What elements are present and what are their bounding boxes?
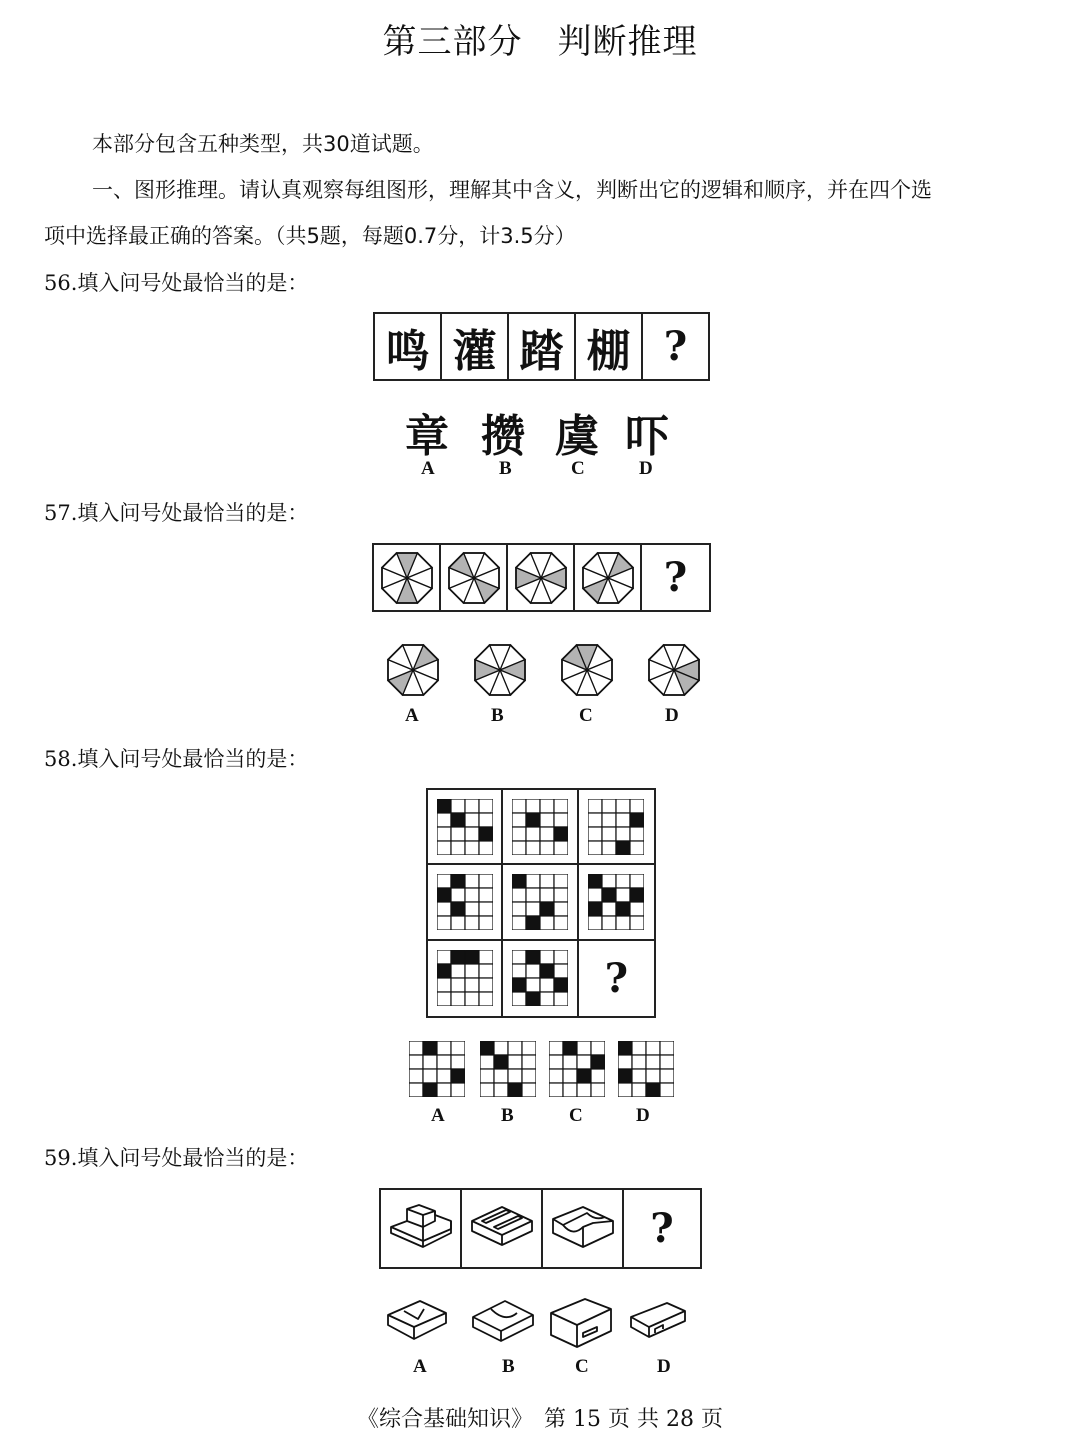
grid-square	[602, 841, 616, 855]
grid-square	[451, 827, 465, 841]
q58-option-c-grid	[549, 1041, 605, 1097]
grid-square	[554, 799, 568, 813]
grid-square	[451, 888, 465, 902]
grid-square	[437, 992, 451, 1006]
grid-square	[540, 950, 554, 964]
q57-option-d-octagon	[645, 641, 703, 699]
grid-square	[479, 813, 493, 827]
q58-option-c-label: C	[569, 1105, 583, 1126]
grid-square	[465, 813, 479, 827]
grid-square	[646, 1055, 660, 1069]
q59-prompt: 59.填入问号处最恰当的是：	[44, 1146, 309, 1170]
grid-square	[588, 902, 602, 916]
grid-square	[526, 916, 540, 930]
grid-square	[660, 1041, 674, 1055]
grid-square	[437, 950, 451, 964]
grid-square	[423, 1083, 437, 1097]
q57-seq-octagon	[512, 549, 570, 607]
grid-square	[465, 827, 479, 841]
grid-square	[540, 888, 554, 902]
grid-square	[512, 902, 526, 916]
grid-square	[465, 902, 479, 916]
grid-square	[660, 1055, 674, 1069]
grid-square	[632, 1041, 646, 1055]
grid-square	[616, 799, 630, 813]
grid-square	[591, 1083, 605, 1097]
grid-square	[526, 902, 540, 916]
grid-square	[508, 1083, 522, 1097]
q56-seq-char: 踏	[519, 325, 564, 377]
grid-square	[554, 841, 568, 855]
grid-square	[602, 888, 616, 902]
page-title: 第三部分 判断推理	[382, 22, 698, 62]
q57-seq-cell-question	[642, 545, 709, 610]
q56-seq-char: 灌	[452, 325, 497, 377]
q57-option-b-octagon	[471, 641, 529, 699]
q56-option-b-char: 攒	[481, 411, 525, 462]
grid-square	[437, 1083, 451, 1097]
q57-option-a-label: A	[405, 705, 419, 726]
grid-square	[465, 978, 479, 992]
grid-square	[480, 1055, 494, 1069]
grid-square	[630, 888, 644, 902]
grid-square	[479, 841, 493, 855]
grid-square	[602, 874, 616, 888]
grid-square	[437, 799, 451, 813]
grid-square	[512, 874, 526, 888]
grid-square	[512, 813, 526, 827]
q56-seq-cell	[375, 314, 442, 379]
grid-square	[646, 1069, 660, 1083]
grid-square	[646, 1041, 660, 1055]
q57-seq-cell	[441, 545, 508, 610]
grid-square	[451, 813, 465, 827]
grid-square	[526, 964, 540, 978]
grid-square	[494, 1069, 508, 1083]
grid-square	[409, 1041, 423, 1055]
grid-square	[616, 874, 630, 888]
grid-square	[591, 1041, 605, 1055]
grid-square	[577, 1069, 591, 1083]
grid-square	[554, 964, 568, 978]
q58-matrix-grid	[512, 950, 568, 1006]
grid-square	[616, 902, 630, 916]
grid-square	[540, 841, 554, 855]
grid-square	[554, 978, 568, 992]
grid-square	[630, 874, 644, 888]
grid-square	[540, 874, 554, 888]
grid-square	[451, 874, 465, 888]
grid-square	[437, 827, 451, 841]
grid-square	[602, 916, 616, 930]
grid-square	[451, 950, 465, 964]
grid-square	[526, 874, 540, 888]
grid-square	[554, 888, 568, 902]
q58-matrix-cell	[503, 865, 578, 940]
grid-square	[602, 902, 616, 916]
grid-square	[540, 992, 554, 1006]
q56-seq-char: 鸣	[385, 325, 430, 377]
grid-square	[526, 827, 540, 841]
q59-sequence	[379, 1188, 702, 1269]
q59-option-d-block	[627, 1299, 689, 1349]
grid-square	[577, 1083, 591, 1097]
q56-seq-cell-question	[643, 314, 708, 379]
grid-square	[409, 1083, 423, 1097]
q56-option-d-label: D	[639, 458, 653, 479]
q57-option-a-octagon	[384, 641, 442, 699]
q59-option-a-label: A	[413, 1356, 427, 1377]
grid-square	[526, 813, 540, 827]
grid-square	[588, 874, 602, 888]
grid-square	[588, 916, 602, 930]
grid-square	[437, 1055, 451, 1069]
q58-matrix-grid	[512, 874, 568, 930]
grid-square	[540, 813, 554, 827]
grid-square	[494, 1083, 508, 1097]
grid-square	[588, 813, 602, 827]
q57-option-d-label: D	[665, 705, 679, 726]
q58-matrix-cell	[579, 790, 654, 865]
grid-square	[554, 992, 568, 1006]
q56-question-mark: ?	[663, 323, 688, 370]
grid-square	[479, 964, 493, 978]
grid-square	[646, 1083, 660, 1097]
grid-square	[479, 827, 493, 841]
grid-square	[554, 950, 568, 964]
q58-matrix-grid	[588, 874, 644, 930]
grid-square	[423, 1055, 437, 1069]
q58-matrix-grid	[512, 799, 568, 855]
grid-square	[602, 827, 616, 841]
grid-square	[554, 902, 568, 916]
grid-square	[591, 1069, 605, 1083]
grid-square	[549, 1055, 563, 1069]
grid-square	[512, 888, 526, 902]
grid-square	[616, 827, 630, 841]
q56-option-d-char: 吓	[625, 411, 669, 462]
grid-square	[526, 992, 540, 1006]
grid-square	[512, 827, 526, 841]
q56-seq-cell	[442, 314, 509, 379]
q56-option-c-label: C	[571, 458, 585, 479]
grid-square	[465, 874, 479, 888]
grid-square	[630, 902, 644, 916]
grid-square	[602, 813, 616, 827]
grid-square	[522, 1083, 536, 1097]
grid-square	[630, 813, 644, 827]
grid-square	[451, 841, 465, 855]
grid-square	[479, 916, 493, 930]
grid-square	[577, 1041, 591, 1055]
grid-square	[577, 1055, 591, 1069]
q56-seq-cell	[576, 314, 643, 379]
q57-sequence	[372, 543, 711, 612]
q58-matrix-grid	[437, 799, 493, 855]
q59-question-mark: ?	[650, 1205, 674, 1252]
q56-sequence	[373, 312, 710, 381]
grid-square	[526, 799, 540, 813]
q57-question-mark: ?	[663, 554, 688, 601]
q58-option-b-label: B	[501, 1105, 514, 1126]
grid-square	[423, 1041, 437, 1055]
q59-seq-cell-question	[624, 1190, 700, 1267]
grid-square	[451, 1055, 465, 1069]
grid-square	[630, 841, 644, 855]
grid-square	[451, 964, 465, 978]
grid-square	[616, 813, 630, 827]
grid-square	[522, 1069, 536, 1083]
grid-square	[465, 916, 479, 930]
q58-matrix-grid	[588, 799, 644, 855]
section-instruction-line2: 项中选择最正确的答案。（共5题，每题0.7分，计3.5分）	[44, 224, 576, 248]
q58-option-a-grid	[409, 1041, 465, 1097]
grid-square	[437, 916, 451, 930]
grid-square	[588, 799, 602, 813]
grid-square	[465, 992, 479, 1006]
q58-matrix-grid	[437, 950, 493, 1006]
q59-option-d-label: D	[657, 1356, 671, 1377]
grid-square	[437, 888, 451, 902]
q58-option-a-label: A	[431, 1105, 445, 1126]
grid-square	[479, 902, 493, 916]
grid-square	[437, 813, 451, 827]
q56-option-a-label: A	[421, 458, 435, 479]
grid-square	[451, 1069, 465, 1083]
grid-square	[522, 1055, 536, 1069]
grid-square	[437, 964, 451, 978]
q57-option-b-label: B	[491, 705, 504, 726]
grid-square	[630, 799, 644, 813]
grid-square	[480, 1069, 494, 1083]
grid-square	[540, 964, 554, 978]
grid-square	[632, 1055, 646, 1069]
q58-matrix-cell	[428, 941, 503, 1016]
grid-square	[618, 1083, 632, 1097]
grid-square	[409, 1055, 423, 1069]
q59-option-c-block	[547, 1295, 615, 1351]
grid-square	[437, 874, 451, 888]
grid-square	[479, 874, 493, 888]
q58-matrix-cell	[579, 865, 654, 940]
grid-square	[618, 1041, 632, 1055]
grid-square	[554, 874, 568, 888]
intro-text: 本部分包含五种类型，共30道试题。	[92, 132, 434, 156]
grid-square	[479, 992, 493, 1006]
q59-option-a-block	[384, 1297, 452, 1351]
q58-matrix-cell	[428, 865, 503, 940]
grid-square	[494, 1041, 508, 1055]
q59-option-c-label: C	[575, 1356, 589, 1377]
grid-square	[465, 950, 479, 964]
grid-square	[479, 799, 493, 813]
grid-square	[549, 1069, 563, 1083]
grid-square	[540, 799, 554, 813]
q58-option-d-label: D	[636, 1105, 650, 1126]
grid-square	[409, 1069, 423, 1083]
grid-square	[437, 902, 451, 916]
grid-square	[451, 978, 465, 992]
grid-square	[508, 1069, 522, 1083]
grid-square	[512, 916, 526, 930]
grid-square	[512, 978, 526, 992]
grid-square	[563, 1055, 577, 1069]
q57-seq-cell	[575, 545, 642, 610]
q57-seq-cell	[508, 545, 575, 610]
grid-square	[591, 1055, 605, 1069]
q57-option-c-octagon	[558, 641, 616, 699]
q58-matrix-grid	[437, 874, 493, 930]
grid-square	[451, 902, 465, 916]
q56-prompt: 56.填入问号处最恰当的是：	[44, 271, 309, 295]
grid-square	[451, 1083, 465, 1097]
grid-square	[563, 1041, 577, 1055]
grid-square	[451, 916, 465, 930]
q58-option-b-grid	[480, 1041, 536, 1097]
grid-square	[526, 950, 540, 964]
q56-option-b-label: B	[499, 458, 512, 479]
q59-block-double-groove	[466, 1197, 538, 1261]
q59-seq-cell	[462, 1190, 543, 1267]
grid-square	[465, 841, 479, 855]
grid-square	[588, 827, 602, 841]
q58-matrix	[426, 788, 656, 1018]
grid-square	[512, 799, 526, 813]
grid-square	[451, 799, 465, 813]
grid-square	[588, 841, 602, 855]
q59-seq-cell	[381, 1190, 462, 1267]
q56-option-c-char: 虞	[555, 411, 599, 462]
grid-square	[526, 888, 540, 902]
grid-square	[616, 916, 630, 930]
grid-square	[480, 1041, 494, 1055]
grid-square	[630, 827, 644, 841]
grid-square	[437, 841, 451, 855]
q57-prompt: 57.填入问号处最恰当的是：	[44, 501, 309, 525]
q58-matrix-cell	[503, 941, 578, 1016]
q58-matrix-cell	[503, 790, 578, 865]
grid-square	[451, 1041, 465, 1055]
grid-square	[508, 1055, 522, 1069]
q56-option-a-char: 章	[405, 411, 449, 462]
grid-square	[554, 813, 568, 827]
q58-matrix-cell-question	[579, 941, 654, 1016]
grid-square	[423, 1069, 437, 1083]
grid-square	[549, 1041, 563, 1055]
grid-square	[540, 827, 554, 841]
grid-square	[465, 799, 479, 813]
q57-option-c-label: C	[579, 705, 593, 726]
q58-option-d-grid	[618, 1041, 674, 1097]
grid-square	[522, 1041, 536, 1055]
grid-square	[554, 916, 568, 930]
q59-option-b-label: B	[502, 1356, 515, 1377]
grid-square	[540, 978, 554, 992]
grid-square	[554, 827, 568, 841]
grid-square	[549, 1083, 563, 1097]
grid-square	[540, 902, 554, 916]
grid-square	[479, 950, 493, 964]
grid-square	[618, 1055, 632, 1069]
grid-square	[618, 1069, 632, 1083]
grid-square	[437, 1041, 451, 1055]
grid-square	[508, 1041, 522, 1055]
grid-square	[437, 978, 451, 992]
grid-square	[494, 1055, 508, 1069]
grid-square	[479, 888, 493, 902]
grid-square	[512, 964, 526, 978]
grid-square	[540, 916, 554, 930]
q59-block-curved-groove	[547, 1197, 619, 1261]
q57-seq-octagon	[378, 549, 436, 607]
grid-square	[660, 1069, 674, 1083]
grid-square	[451, 992, 465, 1006]
grid-square	[479, 978, 493, 992]
grid-square	[616, 841, 630, 855]
grid-square	[512, 992, 526, 1006]
q57-seq-octagon	[579, 549, 637, 607]
q56-seq-char: 棚	[586, 325, 631, 377]
grid-square	[465, 888, 479, 902]
grid-square	[526, 978, 540, 992]
page-footer: 《综合基础知识》 第 15 页 共 28 页	[357, 1407, 723, 1432]
grid-square	[660, 1083, 674, 1097]
grid-square	[588, 888, 602, 902]
grid-square	[602, 799, 616, 813]
q57-seq-octagon	[445, 549, 503, 607]
grid-square	[563, 1083, 577, 1097]
grid-square	[512, 950, 526, 964]
grid-square	[526, 841, 540, 855]
section-instruction-line1: 一、图形推理。请认真观察每组图形，理解其中含义，判断出它的逻辑和顺序，并在四个选	[92, 178, 932, 202]
q56-seq-cell	[509, 314, 576, 379]
q59-option-b-block	[469, 1297, 537, 1351]
grid-square	[512, 841, 526, 855]
grid-square	[437, 1069, 451, 1083]
grid-square	[630, 916, 644, 930]
q57-seq-cell	[374, 545, 441, 610]
q59-seq-cell	[543, 1190, 624, 1267]
q58-question-mark: ?	[604, 954, 629, 1002]
grid-square	[563, 1069, 577, 1083]
grid-square	[632, 1069, 646, 1083]
grid-square	[616, 888, 630, 902]
q59-block-step	[385, 1197, 457, 1261]
grid-square	[480, 1083, 494, 1097]
grid-square	[632, 1083, 646, 1097]
q58-matrix-cell	[428, 790, 503, 865]
q58-prompt: 58.填入问号处最恰当的是：	[44, 747, 309, 771]
grid-square	[465, 964, 479, 978]
